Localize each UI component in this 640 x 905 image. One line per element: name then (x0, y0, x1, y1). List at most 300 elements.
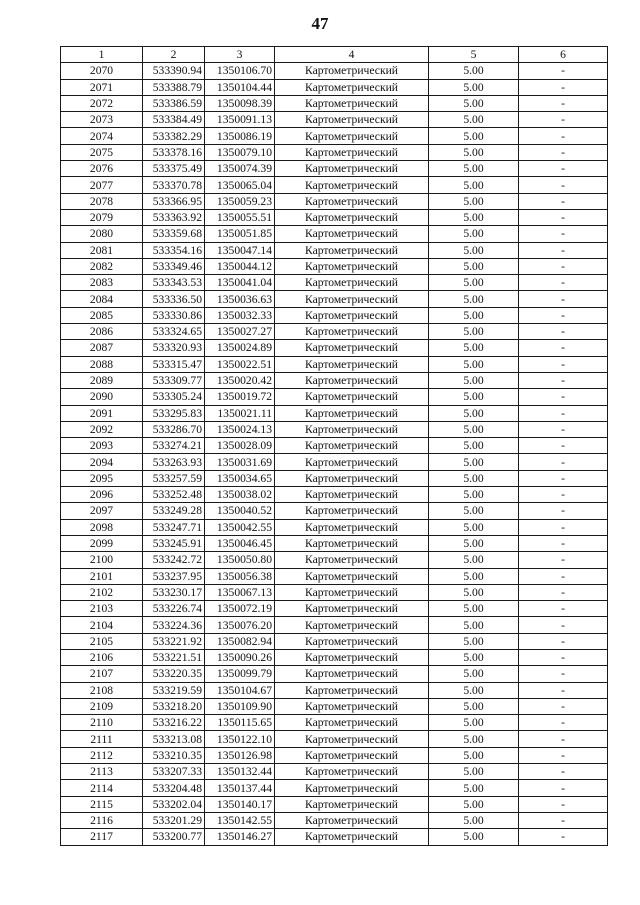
note-cell: - (519, 405, 608, 421)
y-coordinate-cell: 1350074.39 (205, 161, 275, 177)
point-number-cell: 2102 (61, 584, 143, 600)
note-cell: - (519, 356, 608, 372)
x-coordinate-cell: 533216.22 (143, 715, 205, 731)
note-cell: - (519, 731, 608, 747)
y-coordinate-cell: 1350042.55 (205, 519, 275, 535)
column-header-3: 3 (205, 47, 275, 63)
point-number-cell: 2107 (61, 666, 143, 682)
accuracy-cell: 5.00 (429, 340, 519, 356)
y-coordinate-cell: 1350051.85 (205, 226, 275, 242)
accuracy-cell: 5.00 (429, 535, 519, 551)
point-number-cell: 2074 (61, 128, 143, 144)
method-cell: Картометрический (275, 666, 429, 682)
y-coordinate-cell: 1350028.09 (205, 438, 275, 454)
note-cell: - (519, 812, 608, 828)
point-number-cell: 2085 (61, 307, 143, 323)
y-coordinate-cell: 1350104.67 (205, 682, 275, 698)
note-cell: - (519, 258, 608, 274)
table-row (61, 649, 608, 665)
note-cell: - (519, 209, 608, 225)
note-cell: - (519, 568, 608, 584)
y-coordinate-cell: 1350109.90 (205, 698, 275, 714)
x-coordinate-cell: 533249.28 (143, 503, 205, 519)
accuracy-cell: 5.00 (429, 698, 519, 714)
table-row (61, 95, 608, 111)
x-coordinate-cell: 533336.50 (143, 291, 205, 307)
table-row (61, 617, 608, 633)
point-number-cell: 2076 (61, 161, 143, 177)
method-cell: Картометрический (275, 63, 429, 79)
table-row (61, 258, 608, 274)
x-coordinate-cell: 533363.92 (143, 209, 205, 225)
method-cell: Картометрический (275, 584, 429, 600)
column-header-1: 1 (61, 47, 143, 63)
point-number-cell: 2082 (61, 258, 143, 274)
x-coordinate-cell: 533384.49 (143, 112, 205, 128)
point-number-cell: 2098 (61, 519, 143, 535)
x-coordinate-cell: 533221.51 (143, 649, 205, 665)
y-coordinate-cell: 1350055.51 (205, 209, 275, 225)
method-cell: Картометрический (275, 503, 429, 519)
table-row (61, 144, 608, 160)
x-coordinate-cell: 533370.78 (143, 177, 205, 193)
point-number-cell: 2073 (61, 112, 143, 128)
note-cell: - (519, 617, 608, 633)
y-coordinate-cell: 1350031.69 (205, 454, 275, 470)
method-cell: Картометрический (275, 144, 429, 160)
note-cell: - (519, 487, 608, 503)
method-cell: Картометрический (275, 470, 429, 486)
accuracy-cell: 5.00 (429, 161, 519, 177)
x-coordinate-cell: 533224.36 (143, 617, 205, 633)
table-row (61, 112, 608, 128)
method-cell: Картометрический (275, 617, 429, 633)
accuracy-cell: 5.00 (429, 503, 519, 519)
note-cell: - (519, 715, 608, 731)
x-coordinate-cell: 533375.49 (143, 161, 205, 177)
point-number-cell: 2113 (61, 764, 143, 780)
method-cell: Картометрический (275, 552, 429, 568)
y-coordinate-cell: 1350034.65 (205, 470, 275, 486)
accuracy-cell: 5.00 (429, 356, 519, 372)
point-number-cell: 2097 (61, 503, 143, 519)
y-coordinate-cell: 1350106.70 (205, 63, 275, 79)
x-coordinate-cell: 533263.93 (143, 454, 205, 470)
table-row (61, 796, 608, 812)
coordinates-table (60, 46, 608, 846)
method-cell: Картометрический (275, 112, 429, 128)
table-row (61, 193, 608, 209)
x-coordinate-cell: 533324.65 (143, 324, 205, 340)
method-cell: Картометрический (275, 454, 429, 470)
point-number-cell: 2087 (61, 340, 143, 356)
table-row (61, 698, 608, 714)
method-cell: Картометрический (275, 698, 429, 714)
accuracy-cell: 5.00 (429, 568, 519, 584)
table-row (61, 470, 608, 486)
table-row (61, 389, 608, 405)
method-cell: Картометрический (275, 568, 429, 584)
point-number-cell: 2078 (61, 193, 143, 209)
y-coordinate-cell: 1350020.42 (205, 372, 275, 388)
point-number-cell: 2091 (61, 405, 143, 421)
point-number-cell: 2072 (61, 95, 143, 111)
x-coordinate-cell: 533245.91 (143, 535, 205, 551)
note-cell: - (519, 682, 608, 698)
table-row (61, 829, 608, 845)
y-coordinate-cell: 1350137.44 (205, 780, 275, 796)
x-coordinate-cell: 533200.77 (143, 829, 205, 845)
column-header-5: 5 (429, 47, 519, 63)
table-row (61, 519, 608, 535)
point-number-cell: 2070 (61, 63, 143, 79)
note-cell: - (519, 780, 608, 796)
method-cell: Картометрический (275, 535, 429, 551)
y-coordinate-cell: 1350072.19 (205, 601, 275, 617)
accuracy-cell: 5.00 (429, 812, 519, 828)
note-cell: - (519, 633, 608, 649)
accuracy-cell: 5.00 (429, 552, 519, 568)
column-header-4: 4 (275, 47, 429, 63)
x-coordinate-cell: 533257.59 (143, 470, 205, 486)
x-coordinate-cell: 533286.70 (143, 421, 205, 437)
accuracy-cell: 5.00 (429, 389, 519, 405)
y-coordinate-cell: 1350090.26 (205, 649, 275, 665)
point-number-cell: 2077 (61, 177, 143, 193)
y-coordinate-cell: 1350065.04 (205, 177, 275, 193)
accuracy-cell: 5.00 (429, 242, 519, 258)
accuracy-cell: 5.00 (429, 324, 519, 340)
note-cell: - (519, 79, 608, 95)
y-coordinate-cell: 1350086.19 (205, 128, 275, 144)
note-cell: - (519, 161, 608, 177)
y-coordinate-cell: 1350038.02 (205, 487, 275, 503)
method-cell: Картометрический (275, 275, 429, 291)
method-cell: Картометрический (275, 226, 429, 242)
y-coordinate-cell: 1350021.11 (205, 405, 275, 421)
accuracy-cell: 5.00 (429, 209, 519, 225)
point-number-cell: 2075 (61, 144, 143, 160)
method-cell: Картометрический (275, 764, 429, 780)
point-number-cell: 2083 (61, 275, 143, 291)
point-number-cell: 2099 (61, 535, 143, 551)
accuracy-cell: 5.00 (429, 584, 519, 600)
note-cell: - (519, 584, 608, 600)
note-cell: - (519, 389, 608, 405)
table-row (61, 324, 608, 340)
x-coordinate-cell: 533388.79 (143, 79, 205, 95)
table-header (61, 47, 608, 63)
table-row (61, 812, 608, 828)
table-row (61, 209, 608, 225)
note-cell: - (519, 747, 608, 763)
method-cell: Картометрический (275, 421, 429, 437)
accuracy-cell: 5.00 (429, 633, 519, 649)
point-number-cell: 2117 (61, 829, 143, 845)
x-coordinate-cell: 533366.95 (143, 193, 205, 209)
table-row (61, 79, 608, 95)
y-coordinate-cell: 1350024.13 (205, 421, 275, 437)
point-number-cell: 2101 (61, 568, 143, 584)
x-coordinate-cell: 533343.53 (143, 275, 205, 291)
table-row (61, 584, 608, 600)
method-cell: Картометрический (275, 747, 429, 763)
x-coordinate-cell: 533220.35 (143, 666, 205, 682)
point-number-cell: 2105 (61, 633, 143, 649)
note-cell: - (519, 177, 608, 193)
point-number-cell: 2090 (61, 389, 143, 405)
table-row (61, 780, 608, 796)
accuracy-cell: 5.00 (429, 79, 519, 95)
method-cell: Картометрический (275, 487, 429, 503)
point-number-cell: 2093 (61, 438, 143, 454)
note-cell: - (519, 796, 608, 812)
method-cell: Картометрический (275, 829, 429, 845)
note-cell: - (519, 454, 608, 470)
note-cell: - (519, 242, 608, 258)
table-row (61, 128, 608, 144)
accuracy-cell: 5.00 (429, 128, 519, 144)
table-row (61, 503, 608, 519)
accuracy-cell: 5.00 (429, 764, 519, 780)
table-row (61, 438, 608, 454)
point-number-cell: 2109 (61, 698, 143, 714)
x-coordinate-cell: 533378.16 (143, 144, 205, 160)
note-cell: - (519, 470, 608, 486)
point-number-cell: 2089 (61, 372, 143, 388)
table-row (61, 552, 608, 568)
method-cell: Картометрический (275, 258, 429, 274)
method-cell: Картометрический (275, 193, 429, 209)
x-coordinate-cell: 533252.48 (143, 487, 205, 503)
note-cell: - (519, 128, 608, 144)
method-cell: Картометрический (275, 95, 429, 111)
y-coordinate-cell: 1350036.63 (205, 291, 275, 307)
y-coordinate-cell: 1350099.79 (205, 666, 275, 682)
method-cell: Картометрический (275, 812, 429, 828)
note-cell: - (519, 95, 608, 111)
accuracy-cell: 5.00 (429, 307, 519, 323)
method-cell: Картометрический (275, 79, 429, 95)
method-cell: Картометрический (275, 291, 429, 307)
x-coordinate-cell: 533359.68 (143, 226, 205, 242)
note-cell: - (519, 666, 608, 682)
method-cell: Картометрический (275, 796, 429, 812)
column-header-6: 6 (519, 47, 608, 63)
accuracy-cell: 5.00 (429, 63, 519, 79)
x-coordinate-cell: 533201.29 (143, 812, 205, 828)
y-coordinate-cell: 1350041.04 (205, 275, 275, 291)
method-cell: Картометрический (275, 324, 429, 340)
table-header-row (61, 47, 608, 63)
accuracy-cell: 5.00 (429, 487, 519, 503)
point-number-cell: 2111 (61, 731, 143, 747)
table-row (61, 63, 608, 79)
y-coordinate-cell: 1350142.55 (205, 812, 275, 828)
accuracy-cell: 5.00 (429, 682, 519, 698)
accuracy-cell: 5.00 (429, 601, 519, 617)
page-number: 47 (311, 14, 329, 33)
table-row (61, 731, 608, 747)
accuracy-cell: 5.00 (429, 275, 519, 291)
accuracy-cell: 5.00 (429, 372, 519, 388)
note-cell: - (519, 63, 608, 79)
method-cell: Картометрический (275, 780, 429, 796)
accuracy-cell: 5.00 (429, 715, 519, 731)
note-cell: - (519, 226, 608, 242)
table-row (61, 421, 608, 437)
table-row (61, 764, 608, 780)
x-coordinate-cell: 533210.35 (143, 747, 205, 763)
y-coordinate-cell: 1350022.51 (205, 356, 275, 372)
method-cell: Картометрический (275, 715, 429, 731)
note-cell: - (519, 503, 608, 519)
point-number-cell: 2095 (61, 470, 143, 486)
accuracy-cell: 5.00 (429, 193, 519, 209)
x-coordinate-cell: 533221.92 (143, 633, 205, 649)
accuracy-cell: 5.00 (429, 112, 519, 128)
table-row (61, 747, 608, 763)
y-coordinate-cell: 1350067.13 (205, 584, 275, 600)
accuracy-cell: 5.00 (429, 95, 519, 111)
accuracy-cell: 5.00 (429, 438, 519, 454)
note-cell: - (519, 275, 608, 291)
note-cell: - (519, 829, 608, 845)
note-cell: - (519, 535, 608, 551)
method-cell: Картометрический (275, 161, 429, 177)
point-number-cell: 2081 (61, 242, 143, 258)
accuracy-cell: 5.00 (429, 796, 519, 812)
y-coordinate-cell: 1350024.89 (205, 340, 275, 356)
point-number-cell: 2116 (61, 812, 143, 828)
point-number-cell: 2108 (61, 682, 143, 698)
method-cell: Картометрический (275, 389, 429, 405)
note-cell: - (519, 552, 608, 568)
table-row (61, 275, 608, 291)
table-row (61, 487, 608, 503)
note-cell: - (519, 764, 608, 780)
y-coordinate-cell: 1350059.23 (205, 193, 275, 209)
point-number-cell: 2084 (61, 291, 143, 307)
method-cell: Картометрический (275, 356, 429, 372)
x-coordinate-cell: 533218.20 (143, 698, 205, 714)
y-coordinate-cell: 1350091.13 (205, 112, 275, 128)
accuracy-cell: 5.00 (429, 454, 519, 470)
accuracy-cell: 5.00 (429, 747, 519, 763)
table-row (61, 372, 608, 388)
y-coordinate-cell: 1350115.65 (205, 715, 275, 731)
table-row (61, 356, 608, 372)
x-coordinate-cell: 533274.21 (143, 438, 205, 454)
point-number-cell: 2110 (61, 715, 143, 731)
y-coordinate-cell: 1350019.72 (205, 389, 275, 405)
y-coordinate-cell: 1350126.98 (205, 747, 275, 763)
y-coordinate-cell: 1350047.14 (205, 242, 275, 258)
x-coordinate-cell: 533305.24 (143, 389, 205, 405)
point-number-cell: 2088 (61, 356, 143, 372)
x-coordinate-cell: 533226.74 (143, 601, 205, 617)
x-coordinate-cell: 533349.46 (143, 258, 205, 274)
y-coordinate-cell: 1350076.20 (205, 617, 275, 633)
x-coordinate-cell: 533242.72 (143, 552, 205, 568)
point-number-cell: 2094 (61, 454, 143, 470)
point-number-cell: 2071 (61, 79, 143, 95)
method-cell: Картометрический (275, 601, 429, 617)
note-cell: - (519, 291, 608, 307)
point-number-cell: 2104 (61, 617, 143, 633)
table-row (61, 177, 608, 193)
x-coordinate-cell: 533237.95 (143, 568, 205, 584)
table-row (61, 535, 608, 551)
method-cell: Картометрический (275, 682, 429, 698)
table-row (61, 291, 608, 307)
table-row (61, 715, 608, 731)
y-coordinate-cell: 1350056.38 (205, 568, 275, 584)
x-coordinate-cell: 533230.17 (143, 584, 205, 600)
accuracy-cell: 5.00 (429, 666, 519, 682)
x-coordinate-cell: 533330.86 (143, 307, 205, 323)
accuracy-cell: 5.00 (429, 421, 519, 437)
accuracy-cell: 5.00 (429, 258, 519, 274)
table-row (61, 633, 608, 649)
table-row (61, 340, 608, 356)
y-coordinate-cell: 1350132.44 (205, 764, 275, 780)
point-number-cell: 2114 (61, 780, 143, 796)
y-coordinate-cell: 1350032.33 (205, 307, 275, 323)
x-coordinate-cell: 533202.04 (143, 796, 205, 812)
x-coordinate-cell: 533309.77 (143, 372, 205, 388)
note-cell: - (519, 698, 608, 714)
accuracy-cell: 5.00 (429, 649, 519, 665)
x-coordinate-cell: 533354.16 (143, 242, 205, 258)
method-cell: Картометрический (275, 372, 429, 388)
accuracy-cell: 5.00 (429, 291, 519, 307)
note-cell: - (519, 340, 608, 356)
x-coordinate-cell: 533386.59 (143, 95, 205, 111)
accuracy-cell: 5.00 (429, 617, 519, 633)
note-cell: - (519, 193, 608, 209)
note-cell: - (519, 307, 608, 323)
note-cell: - (519, 649, 608, 665)
point-number-cell: 2115 (61, 796, 143, 812)
point-number-cell: 2103 (61, 601, 143, 617)
point-number-cell: 2106 (61, 649, 143, 665)
accuracy-cell: 5.00 (429, 470, 519, 486)
method-cell: Картометрический (275, 340, 429, 356)
y-coordinate-cell: 1350040.52 (205, 503, 275, 519)
y-coordinate-cell: 1350140.17 (205, 796, 275, 812)
x-coordinate-cell: 533204.48 (143, 780, 205, 796)
x-coordinate-cell: 533315.47 (143, 356, 205, 372)
point-number-cell: 2112 (61, 747, 143, 763)
table-row (61, 568, 608, 584)
note-cell: - (519, 421, 608, 437)
table-row (61, 307, 608, 323)
method-cell: Картометрический (275, 242, 429, 258)
point-number-cell: 2092 (61, 421, 143, 437)
table-row (61, 405, 608, 421)
point-number-cell: 2079 (61, 209, 143, 225)
point-number-cell: 2080 (61, 226, 143, 242)
table-row (61, 601, 608, 617)
method-cell: Картометрический (275, 649, 429, 665)
method-cell: Картометрический (275, 209, 429, 225)
point-number-cell: 2100 (61, 552, 143, 568)
point-number-cell: 2086 (61, 324, 143, 340)
method-cell: Картометрический (275, 633, 429, 649)
table-row (61, 454, 608, 470)
y-coordinate-cell: 1350098.39 (205, 95, 275, 111)
